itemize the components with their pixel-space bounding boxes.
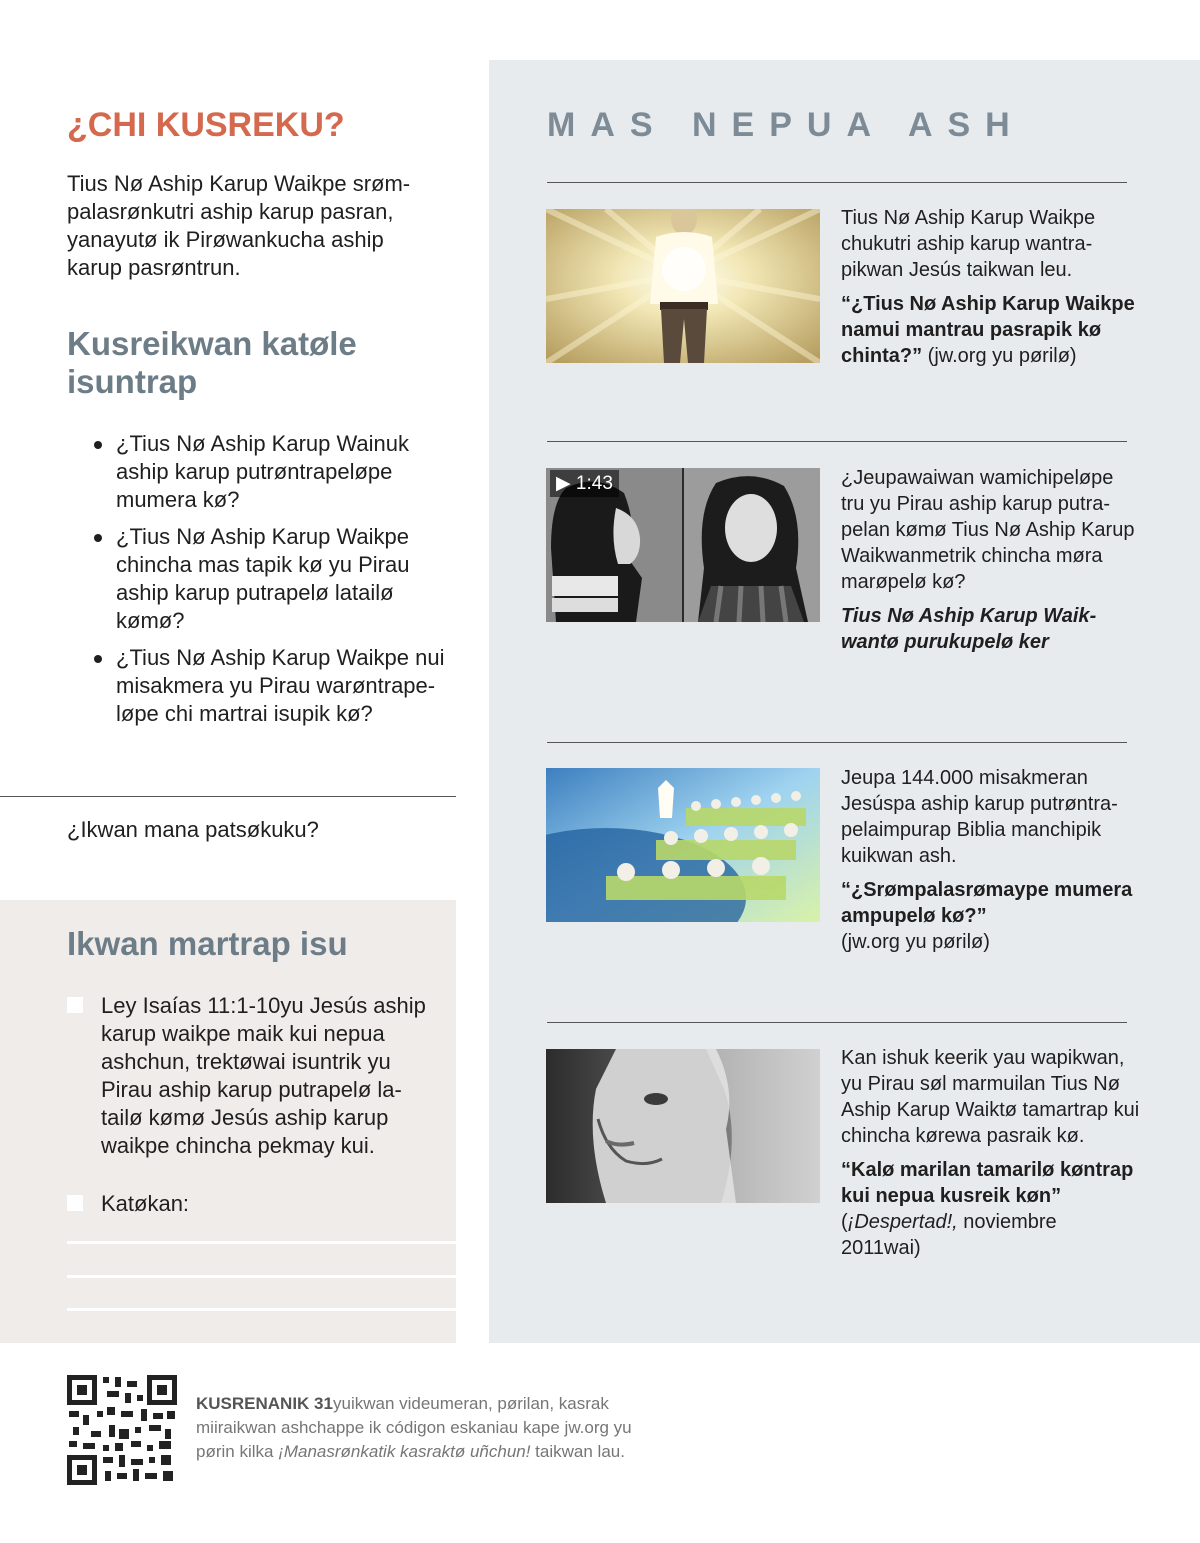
- footer-instructions-end: taikwan lau.: [530, 1442, 625, 1461]
- card-source: (jw.org yu pørilø): [922, 345, 1077, 367]
- activity-item: [67, 1190, 427, 1218]
- play-icon: ▶: [556, 473, 571, 494]
- card-description: Jeupa 144.000 misakmeran Jesúspa aship karup putrøntrapelaimpurap Biblia manchipik kuikwan ash.: [841, 767, 1118, 867]
- video-duration-badge: [550, 470, 619, 497]
- card-link[interactable]: “Kalø marilan tamarilø køntrap kui nepua kusreik køn”: [841, 1159, 1134, 1207]
- next-visit-prompt: ¿Ikwan mana patsøkuku?: [67, 817, 319, 842]
- resource-card-3: [841, 765, 1141, 955]
- footer-lesson-number: KUSRENANIK 31: [196, 1394, 333, 1413]
- card-link[interactable]: Tius Nø Aship Karup Waikwantø purukupelø ker: [841, 605, 1097, 653]
- intro-text: Tius Nø Aship Karup Waikpe srømpalasrønkutri aship karup pasran, yanayutø ik Pirøwankucha aship karup pasrøntrun.: [67, 171, 411, 280]
- woman-portrait-image[interactable]: [546, 1049, 820, 1203]
- divider: [547, 182, 1127, 183]
- footer-text: [196, 1392, 636, 1464]
- footer-instructions: yuikwan videumeran, pørilan, kasrak miiraikwan ashchappe ik códigon eskaniau kape jw.org yu pørin kilka: [196, 1394, 632, 1461]
- divider: [547, 1022, 1127, 1023]
- writing-line[interactable]: [67, 1275, 456, 1278]
- footer-book-title: ¡Manasrønkatik kasraktø uñchun!: [278, 1442, 531, 1461]
- card-link[interactable]: “¿Srømpalasrømaype mumera ampupelø kø?”: [841, 879, 1133, 927]
- activity-item-text: Ley Isaías 11:1-10yu Jesús aship karup waikpe maik kui nepua ashchun, trektøwai isuntrik yu Pirau aship karup putrapelø latailø kømø Jesús aship karup waikpe chincha pekmay kui.: [101, 993, 426, 1158]
- card-description: ¿Jeupawaiwan wamichipeløpe tru yu Pirau aship karup putrapelan kømø Tius Nø Aship Karup Waikwanmetrik chincha møra marøpelø kø?: [841, 467, 1135, 593]
- card-description: Kan ishuk keerik yau wapikwan, yu Pirau søl marmuilan Tius Nø Aship Karup Waiktø tamartrap kui chincha kørewa pasraik kø.: [841, 1047, 1140, 1147]
- questions-heading: Kusreikwan katøle isuntrap: [67, 325, 357, 400]
- qr-code-icon[interactable]: [67, 1375, 177, 1485]
- question-item: ¿Tius Nø Aship Karup Waikpe nui misakmera yu Pirau warøntrapeløpe chi martrai isupik kø?: [92, 644, 457, 728]
- question-list: [92, 430, 457, 737]
- divider: [547, 441, 1127, 442]
- resource-card-2: [841, 465, 1141, 655]
- card-source: [841, 1209, 1141, 1261]
- question-item: ¿Tius Nø Aship Karup Waikpe chincha mas tapik kø yu Pirau aship karup putrapelø latailø kømø?: [92, 523, 457, 635]
- more-resources-title: MAS NEPUA ASH: [547, 106, 1025, 144]
- video-duration: 1:43: [575, 473, 613, 494]
- question-item: ¿Tius Nø Aship Karup Wainuk aship karup putrøntrapeløpe mumera kø?: [92, 430, 457, 514]
- divider: [0, 796, 456, 797]
- checkbox[interactable]: [67, 1195, 83, 1211]
- glowing-man-image[interactable]: [546, 209, 820, 363]
- divider: [547, 742, 1127, 743]
- card-source-title: ¡Despertad!,: [847, 1211, 958, 1233]
- card-source: (jw.org yu pørilø): [841, 931, 990, 953]
- resource-card-4: [841, 1045, 1141, 1261]
- resource-card-1: [841, 205, 1141, 369]
- card-link[interactable]: [841, 291, 1141, 369]
- writing-line[interactable]: [67, 1241, 456, 1244]
- activity-item-text: Katøkan:: [101, 1191, 190, 1216]
- card-description: Tius Nø Aship Karup Waikpe chukutri aship karup wantrapikwan Jesús taikwan leu.: [841, 207, 1096, 281]
- activity-item: [67, 992, 427, 1160]
- checkbox[interactable]: [67, 997, 83, 1013]
- writing-line[interactable]: [67, 1308, 456, 1311]
- section-title: ¿CHI KUSREKU?: [67, 106, 345, 144]
- card-source-prefix: (: [841, 1211, 848, 1233]
- prisoner-photo-video[interactable]: [546, 468, 820, 622]
- card-source-date: noviembre 2011wai): [841, 1211, 1057, 1259]
- card-link-title[interactable]: “¿Tius Nø Aship Karup Waikpe namui mantrau pasrapik kø chinta?”: [841, 293, 1135, 367]
- heavenly-thrones-image[interactable]: [546, 768, 820, 922]
- activity-title: Ikwan martrap isu: [67, 925, 348, 962]
